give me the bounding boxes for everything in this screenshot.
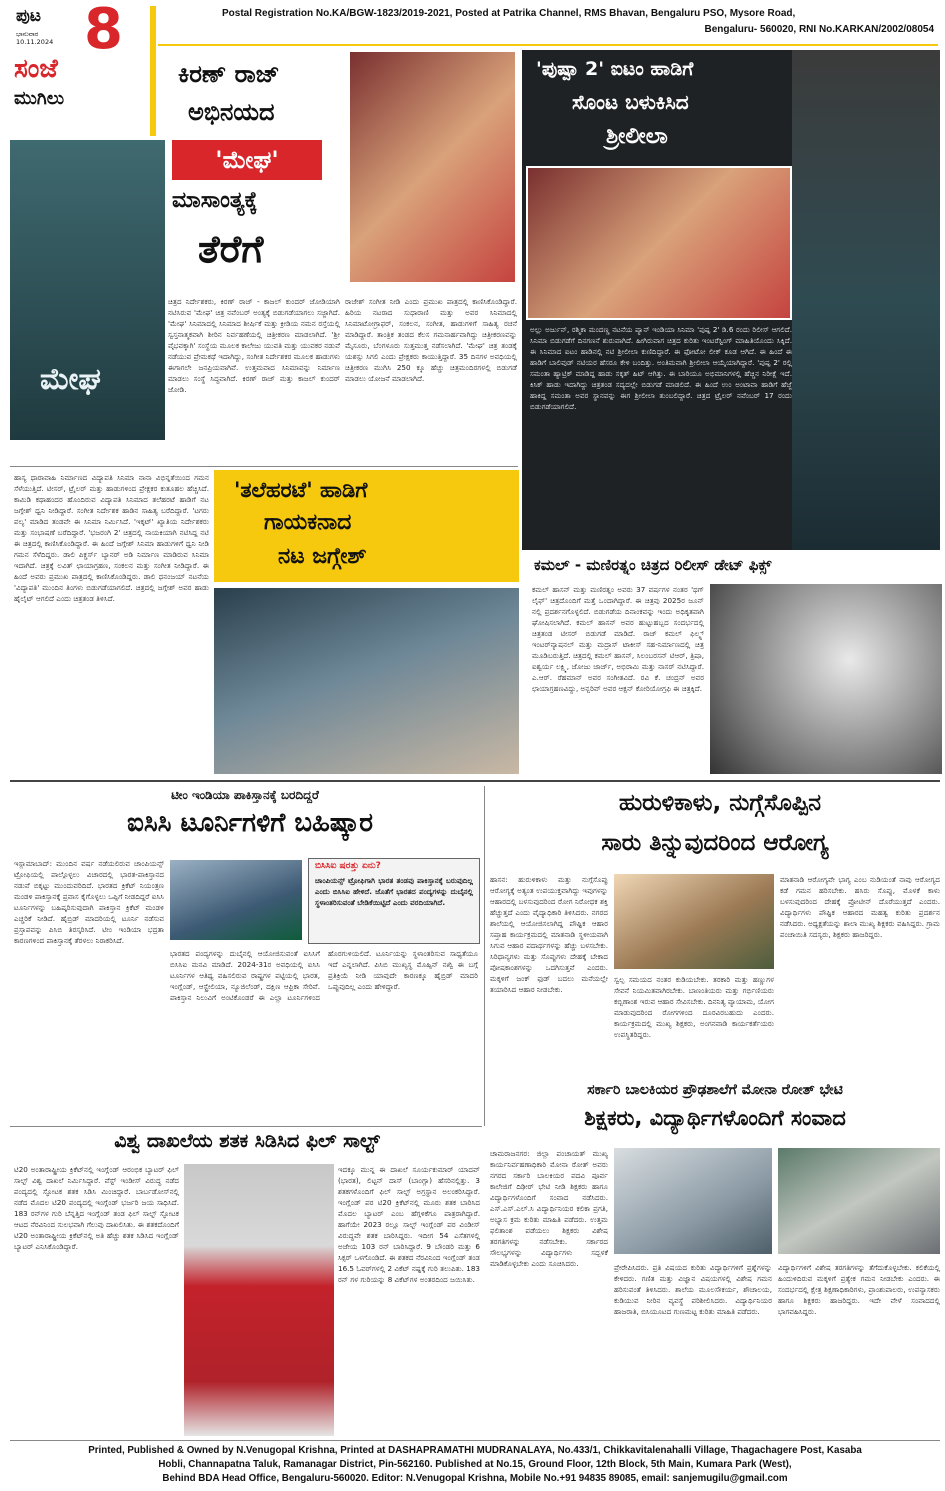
section-rule-1: [10, 466, 518, 467]
icc-body-2: ಭಾರತದ ಪಂದ್ಯಗಳನ್ನು ದುಬೈನಲ್ಲಿ ಆಯೋಜಿಸುವಂತೆ ಐಸಿಸಿಗೆ ಬಿಸಿಸಿಐ ಮನವಿ ಮಾಡಿದೆ. 2024-31ರ ಅವಧಿಯಲ್ಲಿ ಐಸಿಸಿ ಟೂರ್ನಿಗಳ ಆತಿಥ್ಯ ವಹಿಸಲಿರುವ ರಾಷ್ಟ್ರಗಳ ಪಟ್ಟಿಯಲ್ಲಿ ಭಾರತ, ಇಂಗ್ಲೆಂಡ್, ಆಸ್ಟ್ರೇಲಿಯಾ, ನ್ಯೂಜಿಲೆಂಡ್, ದಕ್ಷಿಣ ಆಫ್ರಿಕಾ ಸೇರಿವೆ. ಪಾಕಿಸ್ತಾನ ನಿಲುವಿಗೆ ಅಂಟಿಕೊಂಡರೆ ಈ ಎಲ್ಲಾ ಟೂರ್ನಿಗಳಿಂದ ಹೊರಗುಳಿಯಲಿದೆ. ಟೂರ್ನಿಯನ್ನು ಸ್ಥಳಾಂತರಿಸುವ ಸಾಧ್ಯತೆಯೂ ಇದೆ ಎನ್ನಲಾಗಿದೆ. ಪಿಸಿಬಿ ಮುಖ್ಯಸ್ಥ ಮೊಹ್ಸಿನ್ ನಖ್ವಿ ಈ ಬಗ್ಗೆ ಪ್ರತಿಕ್ರಿಯೆ ನೀಡಿ ಯಾವುದೇ ಕಾರಣಕ್ಕೂ ಹೈಬ್ರಿಡ್ ಮಾದರಿ ಒಪ್ಪುವುದಿಲ್ಲ ಎಂದು ಹೇಳಿದ್ದಾರೆ.: [170, 949, 478, 1002]
salt-headline: ವಿಶ್ವ ದಾಖಲೆಯ ಶತಕ ಸಿಡಿಸಿದ ಫಿಲ್ ಸಾಲ್ಟ್: [114, 1130, 380, 1152]
meghaa-head-3: 'ಮೇಘ': [172, 140, 322, 180]
postal-line-1: Postal Registration No.KA/BGW-1823/2019-2021, Posted at Patrika Channel, RMS Bhavan, Bengaluru PSO, Mysore Road,: [222, 8, 796, 19]
footer-line-3: Behind BDA Head Office, Bengaluru-560020. Editor: N.Venugopal Krishna, Mobile No.+91 94835 89085, email: sanjemugilu@gmail.com: [162, 1473, 788, 1484]
meghaa-head-2: ಅಭಿನಯದ: [188, 98, 275, 126]
pushpa-body: ಅಲ್ಲು ಅರ್ಜುನ್, ರಶ್ಮಿಕಾ ಮಂದಣ್ಣ ನಟನೆಯ ಪ್ಯಾನ್ ಇಂಡಿಯಾ ಸಿನಿಮಾ 'ಪುಷ್ಪ 2' ಡಿ.6 ರಂದು ರಿಲೀಸ್ ಆಗಲಿದೆ. ಸಿನಿಮಾ ಬಿಡುಗಡೆಗೆ ದಿನಗಣನೆ ಶುರುವಾಗಿದೆ. ಹೀಗಿರುವಾಗ ಚಿತ್ರದ ಕುರಿತು ಇಂಟರೆಸ್ಟಿಂಗ್ ಮಾಹಿತಿಯೊಂದು ಸಿಕ್ಕಿದೆ. ಈ ಸಿನಿಮಾದ ಐಟಂ ಹಾಡಿನಲ್ಲಿ ನಟಿ ಶ್ರೀಲೀಲಾ ಕುಣಿದಿದ್ದಾರೆ. ಈ ಫೋಟೋ ಲೀಕ್ ಕೂಡ ಆಗಿದೆ. ಈ ಹಿಂದೆ ಈ ಹಾಡಿಗೆ ಬಾಲಿವುಡ್ ನಟಿಯರ ಹೆಸರೂ ಕೇಳಿ ಬಂದಿತ್ತು. ಅಂತಿಮವಾಗಿ ಶ್ರೀಲೀಲಾ ಆಯ್ಕೆಯಾಗಿದ್ದಾರೆ. 'ಪುಷ್ಪ 2' ರಲ್ಲಿ ಸಮಂತಾ ಹ್ಯಾಟ್ರಿಕ್ ಮಾಡಿದ್ದ ಹಾಡು ಸಕ್ಕತ್ ಹಿಟ್ ಆಗಿತ್ತು. ಈ ಬಾರಿಯೂ ಅಭಿಮಾನಿಗಳಲ್ಲಿ ಹೆಚ್ಚಿನ ನಿರೀಕ್ಷೆ ಇದೆ. ಕಿಸಿಕ್ ಹಾಡು ಇದಾಗಿದ್ದು ಚಿತ್ರತಂಡ ಸದ್ಯದಲ್ಲೇ ಬಿಡುಗಡೆ ಮಾಡಲಿದೆ. ಈ ಹಿಂದೆ ಉಂ ಅಂಟಾವಾ ಹಾಡಿಗೆ ಹೆಜ್ಜೆ ಹಾಕಿದ್ದ ಸಮಂತಾ ಅವರ ಸ್ಥಾನವನ್ನು ಈಗ ಶ್ರೀಲೀಲಾ ತುಂಬಲಿದ್ದಾರೆ. ಚಿತ್ರದ ಟ್ರೈಲರ್ ನವೆಂಬರ್ 17 ರಂದು ಬಿಡುಗಡೆಯಾಗಲಿದೆ.: [530, 325, 792, 411]
kamal-headline: ಕಮಲ್ - ಮಣಿರತ್ನಂ ಚಿತ್ರದ ರಿಲೀಸ್ ಡೇಟ್ ಫಿಕ್ಸ್: [534, 556, 772, 574]
footer-line-1: Printed, Published & Owned by N.Venugopal Krishna, Printed at DASHAPRAMATHI MUDRANALAYA, No.433/1, Chikkavitalenahalli Village, Thagachagere Post, Kasaba: [88, 1445, 862, 1456]
page-label: ಪುಟ: [16, 6, 41, 26]
school-photo-right: [778, 1148, 940, 1254]
health-photo: [614, 874, 774, 969]
jaggesh-studio-photo: [214, 588, 519, 774]
jaggesh-head-3: ನಟ ಜಗ್ಗೇಶ್: [278, 544, 367, 569]
pushpa-head-3: ಶ್ರೀಲೀಲಾ: [606, 124, 668, 149]
meghaa-head-4: ಮಾಸಾಂತ್ಯಕ್ಕೆ: [172, 188, 258, 213]
health-head-2: ಸಾರು ತಿನ್ನುವುದರಿಂದ ಆರೋಗ್ಯ: [601, 830, 829, 856]
pushpa-head-1: 'ಪುಷ್ಪಾ 2' ಐಟಂ ಹಾಡಿಗೆ: [536, 58, 694, 80]
meghaa-head-5: ತೆರೆಗೆ: [198, 227, 264, 271]
footer-rule: [10, 1440, 940, 1441]
icc-photo: [170, 860, 302, 940]
jaggesh-head-1: 'ತಲೆಹರಟೆ' ಹಾಡಿಗೆ: [234, 478, 368, 502]
icc-headline: ಐಸಿಸಿ ಟೂರ್ನಿಗಳಿಗೆ ಬಹಿಷ್ಕಾರ: [127, 808, 373, 838]
weekday: ಭಾನುವಾರ: [16, 30, 39, 38]
paper-title-sanje: ಸಂಜೆ: [14, 54, 58, 84]
icc-box-body: ಚಾಂಪಿಯನ್ಸ್ ಟ್ರೋಫಿಗಾಗಿ ಭಾರತ ತಂಡವು ಪಾಕಿಸ್ತಾನಕ್ಕೆ ಬರುವುದಿಲ್ಲ ಎಂದು ಬಿಸಿಸಿಐ ಹೇಳಿದೆ. ಜೊತೆಗೆ ಭಾರತದ ಪಂದ್ಯಗಳನ್ನು ದುಬೈನಲ್ಲಿ ಸ್ಥಳಾಂತರಿಸುವಂತೆ ಬೇಡಿಕೆಯಿಟ್ಟಿದೆ ಎಂದು ವರದಿಯಾಗಿದೆ.: [315, 876, 473, 907]
school-photo-left: [614, 1148, 772, 1254]
salt-photo: [184, 1164, 334, 1436]
section-rule-3: [10, 1126, 482, 1127]
yellow-side-bar: [150, 6, 156, 136]
icc-box-title: ಬಿಸಿಸಿಐ ಷರತ್ತು ಏನು?: [315, 861, 381, 871]
kamal-photo: [710, 584, 942, 774]
salt-col-2: ಇದಕ್ಕೂ ಮುನ್ನ ಈ ದಾಖಲೆ ಸೂರ್ಯಕುಮಾರ್ ಯಾದವ್ (ಭಾರತ), ಲಿಟ್ಟನ್ ದಾಸ್ (ಬಾಂಗ್ಲಾ) ಹೆಸರಿನಲ್ಲಿತ್ತು. 3 ಶತಕಗಳೊಂದಿಗೆ ಫಿಲ್ ಸಾಲ್ಟ್ ಅಗ್ರಸ್ಥಾನ ಅಲಂಕರಿಸಿದ್ದಾರೆ. ಇಂಗ್ಲೆಂಡ್ ಪರ ಟಿ20 ಕ್ರಿಕೆಟ್‌ನಲ್ಲಿ ಮೂರು ಶತಕ ಬಾರಿಸಿದ ಮೊದಲ ಬ್ಯಾಟರ್ ಎಂಬ ಹೆಗ್ಗಳಿಕೆಗೂ ಪಾತ್ರರಾಗಿದ್ದಾರೆ. ಹಾಗೆಯೇ 2023 ರಲ್ಲೂ ಸಾಲ್ಟ್ ಇಂಗ್ಲೆಂಡ್ ಪರ ವಿಂಡೀಸ್ ವಿರುದ್ಧವೇ ಶತಕ ಬಾರಿಸಿದ್ದರು. ಇದೀಗ 54 ಎಸೆತಗಳಲ್ಲಿ ಅಜೇಯ 103 ರನ್ ಬಾರಿಸಿದ್ದಾರೆ. 9 ಬೌಂಡರಿ ಮತ್ತು 6 ಸಿಕ್ಸರ್ ಒಳಗೊಂಡಿದೆ. ಈ ಶತಕದ ನೆರವಿನಿಂದ ಇಂಗ್ಲೆಂಡ್ ತಂಡ 16.5 ಓವರ್‌ಗಳಲ್ಲಿ 2 ವಿಕೆಟ್ ನಷ್ಟಕ್ಕೆ ಗುರಿ ತಲುಪಿತು. 183 ರನ್ ಗಳ ಗುರಿಯನ್ನು 8 ವಿಕೆಟ್‌ಗಳ ಅಂತರದಿಂದ ಜಯಿಸಿತು.: [338, 1165, 480, 1284]
meghaa-poster-title: ಮೇಘ: [40, 362, 101, 397]
postal-line-2: Bengaluru- 560020, RNI No.KARKAN/2002/08054: [704, 24, 934, 35]
salt-col-1: ಟಿ20 ಅಂತಾರಾಷ್ಟ್ರೀಯ ಕ್ರಿಕೆಟ್‌ನಲ್ಲಿ ಇಂಗ್ಲೆಂಡ್ ಆರಂಭಿಕ ಬ್ಯಾಟರ್ ಫಿಲ್ ಸಾಲ್ಟ್ ವಿಶ್ವ ದಾಖಲೆ ನಿರ್ಮಿಸಿದ್ದಾರೆ. ವೆಸ್ಟ್ ಇಂಡೀಸ್ ವಿರುದ್ಧ ನಡೆದ ಪಂದ್ಯದಲ್ಲಿ ಸ್ಫೋಟಕ ಶತಕ ಸಿಡಿಸಿ ಮಿಂಚಿದ್ದಾರೆ. ಬಾರ್ಬಡೋಸ್‌ನಲ್ಲಿ ನಡೆದ ಮೊದಲ ಟಿ20 ಪಂದ್ಯದಲ್ಲಿ ಇಂಗ್ಲೆಂಡ್ ಭರ್ಜರಿ ಜಯ ಸಾಧಿಸಿದೆ. 183 ರನ್‌ಗಳ ಗುರಿ ಬೆನ್ನತ್ತಿದ ಇಂಗ್ಲೆಂಡ್ ತಂಡ ಫಿಲ್ ಸಾಲ್ಟ್ ಸ್ಫೋಟಕ ಆಟದ ನೆರವಿನಿಂದ ಸುಲಭವಾಗಿ ಗೆಲುವು ದಾಖಲಿಸಿತು. ಈ ಶತಕದೊಂದಿಗೆ ಟಿ20 ಅಂತಾರಾಷ್ಟ್ರೀಯ ಕ್ರಿಕೆಟ್‌ನಲ್ಲಿ ಅತಿ ಹೆಚ್ಚು ಶತಕ ಸಿಡಿಸಿದ ಇಂಗ್ಲೆಂಡ್ ಬ್ಯಾಟರ್ ಎನಿಸಿಕೊಂಡಿದ್ದಾರೆ.: [14, 1165, 179, 1251]
section-rule-2: [10, 780, 940, 782]
footer-line-2: Hobli, Channapatna Taluk, Ramanagar District, Pin-562160. Published at No.15, Ground Floor, 12th Block, 5th Main, Kumara Park (West),: [158, 1459, 792, 1470]
icc-body-1: ಇಸ್ಲಾಮಾಬಾದ್: ಮುಂದಿನ ವರ್ಷ ನಡೆಯಲಿರುವ ಚಾಂಪಿಯನ್ಸ್ ಟ್ರೋಫಿಯಲ್ಲಿ ಪಾಲ್ಗೊಳ್ಳಲು ವಿಚಾರದಲ್ಲಿ ಭಾರತ-ಪಾಕಿಸ್ತಾನದ ನಡುವೆ ಬಿಕ್ಕಟ್ಟು ಮುಂದುವರಿದಿದೆ. ಭಾರತದ ಕ್ರಿಕೆಟ್ ನಿಯಂತ್ರಣ ಮಂಡಳಿ ಪಾಕಿಸ್ತಾನಕ್ಕೆ ಪ್ರವಾಸ ಕೈಗೊಳ್ಳಲು ಒಪ್ಪಿಗೆ ನೀಡದಿದ್ದರೆ ಐಸಿಸಿ ಟೂರ್ನಿಗಳನ್ನು ಬಹಿಷ್ಕರಿಸುವುದಾಗಿ ಪಾಕಿಸ್ತಾನ ಕ್ರಿಕೆಟ್ ಮಂಡಳಿ ಎಚ್ಚರಿಕೆ ನೀಡಿದೆ. ಹೈಬ್ರಿಡ್ ಮಾದರಿಯಲ್ಲಿ ಟೂರ್ನಿ ನಡೆಸುವ ಪ್ರಸ್ತಾಪವನ್ನು ಪಿಸಿಬಿ ತಿರಸ್ಕರಿಸಿದೆ. ಟೀಂ ಇಂಡಿಯಾ ಭದ್ರತಾ ಕಾರಣಗಳಿಂದ ಪಾಕಿಸ್ತಾನಕ್ಕೆ ತೆರಳಲು ನಿರಾಕರಿಸಿದೆ.: [14, 859, 164, 945]
vertical-rule: [484, 786, 485, 1126]
paper-title-mugilu: ಮುಗಿಲು: [14, 88, 65, 109]
health-col-2: ಸ್ವಲ್ಪ ಸಮಯದ ನಂತರ ಕುಡಿಯಬೇಕು. ತರಕಾರಿ ಮತ್ತು ಹಣ್ಣುಗಳ ಸೇವನೆ ನಿಯಮಿತವಾಗಿರಬೇಕು. ಬಾಣಂತಿಯರು ಮತ್ತು ಗರ್ಭಿಣಿಯರು ಕಬ್ಬಿಣಾಂಶ ಇರುವ ಆಹಾರ ಸೇವಿಸಬೇಕು. ದಿನನಿತ್ಯ ವ್ಯಾಯಾಮ, ಯೋಗ ಮಾಡುವುದರಿಂದ ರೋಗಗಳಿಂದ ದೂರವಿರಬಹುದು ಎಂದರು. ಕಾರ್ಯಕ್ರಮದಲ್ಲಿ ಮುಖ್ಯ ಶಿಕ್ಷಕರು, ಅಂಗನವಾಡಿ ಕಾರ್ಯಕರ್ತೆಯರು ಉಪಸ್ಥಿತರಿದ್ದರು.: [614, 975, 774, 1039]
jaggesh-head-2: ಗಾಯಕನಾದ: [264, 510, 352, 535]
meghaa-col-1: ಚಿತ್ರದ ನಿರ್ದೇಶಕರು, ಕಿರಣ್ ರಾಜ್ - ಕಾಜಲ್ ಕುಂದರ್ ಜೋಡಿಯಾಗಿ ನಟಿಸಿರುವ 'ಮೇಘ' ಚಿತ್ರ ನವೆಂಬರ್ ಅಂತ್ಯಕ್ಕೆ ಬಿಡುಗಡೆಯಾಗಲು ಸಜ್ಜಾಗಿದೆ. 'ಮೇಘ' ಸಿನಿಮಾದಲ್ಲಿ ಸಿನಿಮಾದ ಶೀರ್ಷಿಕೆ ಮತ್ತು ಕ್ರೀಡಿಯ ನಮನ ರಸ್ತೆಯಲ್ಲಿ ಸ್ವಸ್ತನಾತ್ಮಕವಾಗಿ ಶೀರಿನ ನಿರ್ವಹಣೆಯಲ್ಲಿ ಚಿತ್ರೀಕರಣ ಮಾಡಲಾಗಿದೆ. 'ಶ್ರೀ ವೈಭವಕ್ಕಾಗಿ' ಸಂಸ್ಥೆಯ ಮೂಲಕ ಕಾಲೇಜು ಯುವತಿ ಮತ್ತು ಯುವಕರ ನಡುವೆ ನಡೆಯುವ ಪ್ರೇಮಕಥೆ ಇದಾಗಿದ್ದು, ಸಂಗೀತ ನಿರ್ದೇಶಕರ ಮೂಲಕ ಹಾಡುಗಳು ಈಗಾಗಲೇ ಜನಪ್ರಿಯವಾಗಿವೆ. ಉತ್ತಮವಾದ ಸಿನಿಮಾವನ್ನು ನಿರ್ಮಾಣ ಮಾಡಲು ಸಂಸ್ಥೆ ಸಿದ್ಧವಾಗಿದೆ. ಕಿರಣ್ ರಾಜ್ ಮತ್ತು ಕಾಜಲ್ ಕುಂದರ್ ಜೋಡಿ.: [168, 297, 340, 394]
footer-imprint: [10, 1444, 940, 1486]
health-head-1: ಹುರುಳಿಕಾಳು, ನುಗ್ಗೆಸೊಪ್ಪಿನ: [618, 790, 822, 816]
kamal-body: ಕಮಲ್ ಹಾಸನ್ ಮತ್ತು ಮಣಿರತ್ನಂ ಅವರು 37 ವರ್ಷಗಳ ನಂತರ 'ಥಗ್ ಲೈಫ್' ಚಿತ್ರದೊಂದಿಗೆ ಮತ್ತೆ ಒಂದಾಗಿದ್ದಾರೆ. ಈ ಚಿತ್ರವು 2025ರ ಜೂನ್ ನಲ್ಲಿ ಪ್ರದರ್ಶನಗೊಳ್ಳಲಿದೆ. ಬಿಡುಗಡೆಯ ದಿನಾಂಕವನ್ನು ಇಂದು ಅಧಿಕೃತವಾಗಿ ಘೋಷಿಸಲಾಗಿದೆ. ಕಮಲ್ ಹಾಸನ್ ಅವರ ಹುಟ್ಟುಹಬ್ಬದ ಸಂದರ್ಭದಲ್ಲಿ ಚಿತ್ರತಂಡ ಟೀಸರ್ ಬಿಡುಗಡೆ ಮಾಡಿದೆ. ರಾಜ್ ಕಮಲ್ ಫಿಲ್ಮ್ಸ್ ಇಂಟರ್‌ನ್ಯಾಷನಲ್ ಮತ್ತು ಮದ್ರಾಸ್ ಟಾಕೀಸ್ ಸಹ-ನಿರ್ಮಾಣದಲ್ಲಿ ಚಿತ್ರ ಮೂಡಿಬರುತ್ತಿದೆ. ಚಿತ್ರದಲ್ಲಿ ಕಮಲ್ ಹಾಸನ್, ಸಿಲಂಬರಸನ್ ಟಿಆರ್, ತ್ರಿಷಾ, ಐಶ್ವರ್ಯ ಲಕ್ಷ್ಮಿ, ಜೋಜು ಜಾರ್ಜ್, ಅಭಿರಾಮಿ ಮತ್ತು ನಾಸರ್ ನಟಿಸಿದ್ದಾರೆ. ಎ.ಆರ್. ರೆಹಮಾನ್ ಅವರ ಸಂಗೀತವಿದೆ. ರವಿ ಕೆ. ಚಂದ್ರನ್ ಅವರ ಛಾಯಾಗ್ರಹಣವಿದ್ದು, ಅನ್ಬರಿವ್ ಅವರ ಆಕ್ಷನ್ ಕೋರಿಯೋಗ್ರಫಿ ಈ ಚಿತ್ರಕ್ಕಿದೆ.: [532, 585, 704, 693]
health-col-3: ಮಾತನಾಡಿ ಆರೋಗ್ಯವೇ ಭಾಗ್ಯ ಎಂಬ ನುಡಿಯಂತೆ ನಾವು ಆರೋಗ್ಯದ ಕಡೆ ಗಮನ ಹರಿಸಬೇಕು. ಹಸಿರು ಸೊಪ್ಪು, ಮೊಳಕೆ ಕಾಳು ಬಳಸುವುದರಿಂದ ದೇಹಕ್ಕೆ ಪ್ರೋಟೀನ್ ದೊರೆಯುತ್ತದೆ ಎಂದರು. ವಿದ್ಯಾರ್ಥಿಗಳು ಪೌಷ್ಟಿಕ ಆಹಾರದ ಮಹತ್ವ ಕುರಿತು ಪ್ರದರ್ಶನ ನಡೆಸಿದರು. ಅಧ್ಯಕ್ಷತೆಯನ್ನು ಶಾಲಾ ಮುಖ್ಯ ಶಿಕ್ಷಕರು ವಹಿಸಿದ್ದರು. ಗ್ರಾಮ ಪಂಚಾಯಿತಿ ಸದಸ್ಯರು, ಶಿಕ್ಷಕರು ಹಾಜರಿದ್ದರು.: [780, 875, 940, 939]
jaggesh-headline-box: [214, 470, 519, 582]
jaggesh-body: ಹಾಸ್ಯ ಧಾರಾವಾಹಿ ನಿರ್ಮಾಣದ ವಿದ್ಯಾಪತಿ ಸಿನಿಮಾ ನಾನಾ ವಿಭಿನ್ನತೆಯಿಂದ ಗಮನ ಸೆಳೆಯುತ್ತಿದೆ. ಟೀಸರ್, ಟ್ರೈಲರ್ ಮತ್ತು ಹಾಡುಗಳಿಂದ ಪ್ರೇಕ್ಷಕರ ಕುತೂಹಲ ಹೆಚ್ಚಿಸಿದೆ. ಕಾಮಿಡಿ ಕಥಾಹಂದರ ಹೊಂದಿರುವ ವಿದ್ಯಾಪತಿ ಸಿನಿಮಾದ ತಲೆಹರಟೆ ಹಾಡಿಗೆ ನಟ ಜಗ್ಗೇಶ್ ಧ್ವನಿ ನೀಡಿದ್ದಾರೆ. ಸಂಗೀತ ನಿರ್ದೇಶಕ ಹಾಡಿನ ಸಾಹಿತ್ಯ ಬರೆದಿದ್ದಾರೆ. 'ಟಗರು ಪಲ್ಯ' ಮಾಡಿದ ತಂಡವೇ ಈ ಸಿನಿಮಾ ನಿರ್ಮಿಸಿದೆ. 'ಇಕ್ಕಟ್' ಖ್ಯಾತಿಯ ನಿರ್ದೇಶಕರು ಮತ್ತು ಸಂಭಾಷಣೆ ಬರೆದಿದ್ದಾರೆ. 'ಭಜರಂಗಿ 2' ಚಿತ್ರದಲ್ಲಿ ನಾಯಕಿಯಾಗಿ ನಟಿಸಿದ್ದ ನಟಿ ಈ ಚಿತ್ರದಲ್ಲಿ ಕಾಣಿಸಿಕೊಂಡಿದ್ದಾರೆ. ಈ ಹಿಂದೆ ಜಗ್ಗೇಶ್ ಸಿನಿಮಾ ಹಾಡುಗಳಿಗೆ ಧ್ವನಿ ನೀಡಿ ಗಮನ ಸೆಳೆದಿದ್ದರು. ಡಾಲಿ ಪಿಕ್ಚರ್ಸ್ ಬ್ಯಾನರ್ ಅಡಿ ನಿರ್ಮಾಣ ಮಾಡಿರುವ ಸಿನಿಮಾ ಇದಾಗಿದೆ. ಚಿತ್ರಕ್ಕೆ ಲವಿತ್ ಛಾಯಾಗ್ರಹಣ, ಸಂಕಲನ ಮತ್ತು ಸಂಗೀತ ನೀಡಿದ್ದಾರೆ. ಈ ಹಿಂದೆ ಅವರು ಪ್ರಮುಖ ಪಾತ್ರದಲ್ಲಿ ಕಾಣಿಸಿಕೊಂಡಿದ್ದರು. ಡಾಲಿ ಧನಂಜಯ್ ನಟನೆಯ 'ವಿದ್ಯಾಪತಿ' ಮುಂದಿನ ತಿಂಗಳು ಬಿಡುಗಡೆಯಾಗಲಿದೆ. ಚಿತ್ರದಲ್ಲಿ ಜಗ್ಗೇಶ್ ಅವರ ಹಾಡು ಹೈಲೈಟ್ ಆಗಲಿದೆ ಎಂದು ಚಿತ್ರತಂಡ ತಿಳಿಸಿದೆ.: [14, 473, 209, 603]
school-kicker: ಸರ್ಕಾರಿ ಬಾಲಕಿಯರ ಪ್ರೌಢಶಾಲೆಗೆ ಮೋನಾ ರೋತ್ ಭೇಟಿ: [587, 1082, 843, 1098]
school-col-1: ಚಾಮರಾಜನಗರ: ಜಿಲ್ಲಾ ಪಂಚಾಯತ್ ಮುಖ್ಯ ಕಾರ್ಯನಿರ್ವಹಣಾಧಿಕಾರಿ ಮೋನಾ ರೋತ್ ಅವರು ನಗರದ ಸರ್ಕಾರಿ ಬಾಲಕಿಯರ ಪದವಿ ಪೂರ್ವ ಕಾಲೇಜಿಗೆ ದಿಢೀರ್ ಭೇಟಿ ನೀಡಿ ಶಿಕ್ಷಕರು ಹಾಗೂ ವಿದ್ಯಾರ್ಥಿಗಳೊಂದಿಗೆ ಸಂವಾದ ನಡೆಸಿದರು. ಎಸ್.ಎಸ್.ಎಲ್.ಸಿ ವಿದ್ಯಾರ್ಥಿನಿಯರ ಕಲಿಕಾ ಪ್ರಗತಿ, ಅಭ್ಯಾಸ ಕ್ರಮ ಕುರಿತು ಮಾಹಿತಿ ಪಡೆದರು. ಉತ್ತಮ ಫಲಿತಾಂಶ ಪಡೆಯಲು ಶಿಕ್ಷಕರು ವಿಶೇಷ ತರಗತಿಗಳನ್ನು ನಡೆಸಬೇಕು. ಸರ್ಕಾರದ ಸೌಲಭ್ಯಗಳನ್ನು ವಿದ್ಯಾರ್ಥಿಗಳು ಸದ್ಬಳಕೆ ಮಾಡಿಕೊಳ್ಳಬೇಕು ಎಂದು ಸೂಚಿಸಿದರು.: [490, 1149, 608, 1268]
icc-kicker: ಟೀಂ ಇಂಡಿಯಾ ಪಾಕಿಸ್ತಾನಕ್ಕೆ ಬರದಿದ್ದರೆ: [171, 788, 319, 802]
pushpa-panel: [522, 50, 940, 550]
pushpa-song-photo: [526, 166, 792, 320]
masthead-rule: [158, 44, 938, 46]
page-number: 8: [84, 0, 123, 62]
icc-info-box: [308, 858, 480, 944]
masthead-left-block: [10, 0, 155, 139]
school-col-2: ಪ್ರೇರೇಪಿಸಿದರು. ಪ್ರತಿ ವಿಷಯದ ಕುರಿತು ವಿದ್ಯಾರ್ಥಿಗಳಿಗೆ ಪ್ರಶ್ನೆಗಳನ್ನು ಕೇಳಿದರು. ಗಣಿತ ಮತ್ತು ವಿಜ್ಞಾನ ವಿಷಯಗಳಲ್ಲಿ ವಿಶೇಷ ಗಮನ ಹರಿಸುವಂತೆ ತಿಳಿಸಿದರು. ಶಾಲೆಯ ಮೂಲಸೌಕರ್ಯ, ಶೌಚಾಲಯ, ಕುಡಿಯುವ ನೀರಿನ ವ್ಯವಸ್ಥೆ ಪರಿಶೀಲಿಸಿದರು. ವಿದ್ಯಾರ್ಥಿನಿಯರ ಹಾಜರಾತಿ, ಬಿಸಿಯೂಟದ ಗುಣಮಟ್ಟ ಕುರಿತು ಮಾಹಿತಿ ಪಡೆದರು.: [614, 1263, 772, 1316]
meghaa-poster-right: [350, 52, 515, 282]
health-col-1: ಹಾಸನ: ಹುರುಳಿಕಾಳು ಮತ್ತು ನುಗ್ಗೆಸೊಪ್ಪು ಆರೋಗ್ಯಕ್ಕೆ ಅತ್ಯಂತ ಉಪಯುಕ್ತವಾಗಿದ್ದು ಇವುಗಳನ್ನು ಆಹಾರದಲ್ಲಿ ಬಳಸುವುದರಿಂದ ರೋಗ ನಿರೋಧಕ ಶಕ್ತಿ ಹೆಚ್ಚುತ್ತದೆ ಎಂದು ವೈದ್ಯಾಧಿಕಾರಿ ತಿಳಿಸಿದರು. ನಗರದ ಶಾಲೆಯಲ್ಲಿ ಆಯೋಜಿಸಲಾಗಿದ್ದ ಪೌಷ್ಟಿಕ ಆಹಾರ ಸಪ್ತಾಹ ಕಾರ್ಯಕ್ರಮದಲ್ಲಿ ಮಾತನಾಡಿ ಸ್ಥಳೀಯವಾಗಿ ಸಿಗುವ ಆಹಾರ ಪದಾರ್ಥಗಳನ್ನು ಹೆಚ್ಚು ಬಳಸಬೇಕು. ಸಿರಿಧಾನ್ಯಗಳು ಮತ್ತು ಸೊಪ್ಪುಗಳು ದೇಹಕ್ಕೆ ಬೇಕಾದ ಪೋಷಕಾಂಶಗಳನ್ನು ಒದಗಿಸುತ್ತವೆ ಎಂದರು. ಮಕ್ಕಳಿಗೆ ಜಂಕ್ ಫುಡ್ ಬದಲು ಮನೆಯಲ್ಲೇ ತಯಾರಿಸಿದ ಆಹಾರ ನೀಡಬೇಕು.: [490, 875, 608, 994]
meghaa-poster-left: [10, 140, 165, 440]
meghaa-headline: [168, 52, 358, 277]
school-col-3: ವಿದ್ಯಾರ್ಥಿಗಳಿಗೆ ವಿಶೇಷ ತರಗತಿಗಳನ್ನು ತೆಗೆದುಕೊಳ್ಳಬೇಕು. ಕಲಿಕೆಯಲ್ಲಿ ಹಿಂದುಳಿದಿರುವ ಮಕ್ಕಳಿಗೆ ಪ್ರತ್ಯೇಕ ಗಮನ ನೀಡಬೇಕು ಎಂದರು. ಈ ಸಂದರ್ಭದಲ್ಲಿ ಕ್ಷೇತ್ರ ಶಿಕ್ಷಣಾಧಿಕಾರಿಗಳು, ಪ್ರಾಂಶುಪಾಲರು, ಉಪನ್ಯಾಸಕರು ಹಾಗೂ ಶಿಕ್ಷಕರು ಹಾಜರಿದ್ದರು. ಇದೇ ವೇಳೆ ಸಂವಾದದಲ್ಲಿ ಭಾಗವಹಿಸಿದ್ದರು.: [778, 1263, 940, 1316]
pushpa-head-2: ಸೊಂಟ ಬಳುಕಿಸಿದ: [572, 90, 689, 114]
meghaa-col-2: ರಾಜೇಶ್ ಸಂಗೀತ ನೀಡಿ ಎಂದು ಪ್ರಮುಖ ಪಾತ್ರದಲ್ಲಿ ಕಾಣಿಸಿಕೊಂಡಿದ್ದಾರೆ. ಹಿರಿಯ ನಟರಾದ ಸುಧಾರಾಣಿ ಮತ್ತು ಅವರ ಸಿನಿಮಾದಲ್ಲಿ ಸಿನಿಮಾಟೋಗ್ರಾಫರ್, ಸಂಕಲನ, ಸಂಗೀತ, ಹಾಡುಗಳಿಗೆ ಸಾಹಿತ್ಯ ರಚನೆ ಮಾಡಿದ್ದಾರೆ. ತಾಂತ್ರಿಕ ತಂಡದ ಕೆಲಸ ಗಮನಾರ್ಹವಾಗಿದ್ದು ಚಿತ್ರೀಕರಣವನ್ನು ಮೈಸೂರು, ಬೆಂಗಳೂರು ಸುತ್ತಮುತ್ತ ನಡೆಸಲಾಗಿದೆ. 'ಮೇಘ' ಚಿತ್ರ ತಂಡಕ್ಕೆ ಯಶಸ್ಸು ಸಿಗಲಿ ಎಂದು ಪ್ರೇಕ್ಷಕರು ಕಾಯುತ್ತಿದ್ದಾರೆ. 35 ದಿನಗಳ ಅವಧಿಯಲ್ಲಿ ಚಿತ್ರೀಕರಣ ಮುಗಿಸಿ 250 ಕ್ಕೂ ಹೆಚ್ಚು ಚಿತ್ರಮಂದಿರಗಳಲ್ಲಿ ಬಿಡುಗಡೆ ಮಾಡಲು ಯೋಜನೆ ಮಾಡಲಾಗಿದೆ.: [345, 297, 517, 383]
school-headline: ಶಿಕ್ಷಕರು, ವಿದ್ಯಾರ್ಥಿಗಳೊಂದಿಗೆ ಸಂವಾದ: [584, 1106, 846, 1130]
date: 10.11.2024: [16, 38, 54, 46]
meghaa-head-1: ಕಿರಣ್ ರಾಜ್: [178, 60, 280, 88]
sreeleela-photo: [792, 50, 940, 550]
